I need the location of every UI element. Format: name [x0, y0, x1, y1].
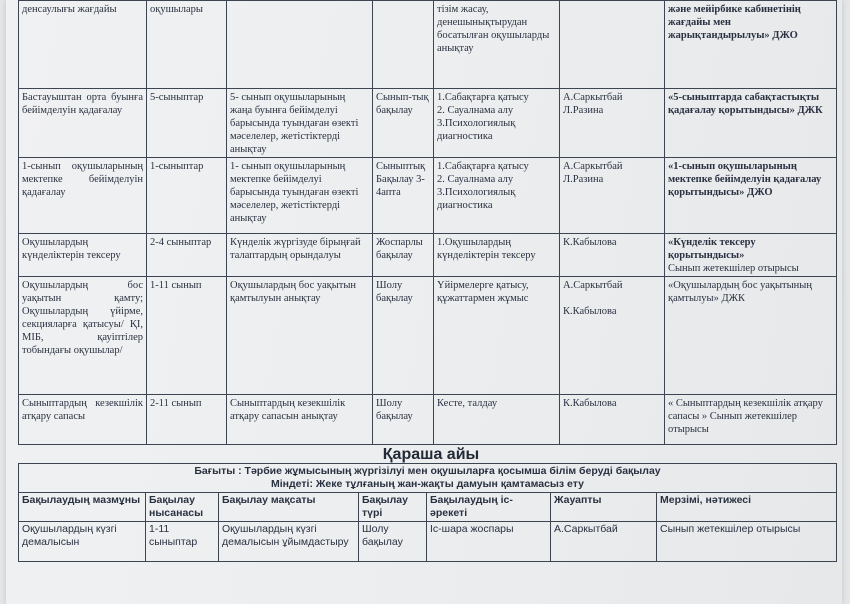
cell-method: Кесте, талдау	[434, 395, 560, 445]
cell-purpose: 5- сынып оқушыларының жаңа буынға бейімделуі барысында туындаған өзекті мәселелер, жетістіктерді анықтау	[227, 89, 373, 158]
cell-type: Жоспарлы бақылау	[373, 234, 434, 277]
cell-target: оқушылары	[147, 1, 227, 89]
cell-purpose: Сыныптардың кезекшілік атқару сапасын анықтау	[227, 395, 373, 445]
cell-type: Шолу бақылау	[373, 277, 434, 395]
header-row	[19, 493, 837, 522]
cell-purpose: Оқушылардың күзгі демалысын ұйымдастыру	[219, 522, 359, 562]
header-cell: Мерзімі, нәтижесі	[657, 493, 837, 522]
cell-responsible: А.Саркытбай К.Кабылова	[560, 277, 665, 395]
cell-method: тізім жасау, денешынықтырудан босатылған оқушыларды анықтау	[434, 1, 560, 89]
cell-topic: Бастауыштан орта буынға бейімделуін қадағалау	[19, 89, 147, 158]
table-row	[19, 522, 837, 562]
cell-topic: Оқушылардың күнделіктерін тексеру	[19, 234, 147, 277]
result-note: Сынып жетекшілер отырысы	[668, 263, 799, 274]
header-cell: Бақылаудың іс-әрекеті	[427, 493, 551, 522]
cell-method: Іс-шара жоспары	[427, 522, 551, 562]
cell-target: 5-сыныптар	[147, 89, 227, 158]
cell-result: Сынып жетекшілер отырысы	[657, 522, 837, 562]
cell-topic: Оқушылардың бос уақытын қамту; Оқушылардың үйірме, секцияларға қатысуы/ ҚІ, МІБ, қауіптілер тобындағы оқушылар/	[19, 277, 147, 395]
header-cell: Бақылау нысанасы	[146, 493, 219, 522]
cell-type: Сынып-тық бақылау	[373, 89, 434, 158]
month-title: Қараша айы	[382, 446, 480, 463]
november-control-table	[18, 463, 837, 562]
cell-result	[665, 234, 837, 277]
table-row	[19, 277, 837, 395]
header-cell: Бақылау мақсаты	[219, 493, 359, 522]
table-row	[19, 158, 837, 234]
table-row	[19, 89, 837, 158]
cell-method: 1.Сабақтарға қатысу 2. Сауалнама алу 3.Психологиялық диагностика	[434, 89, 560, 158]
cell-type: Шолу бақылау	[373, 395, 434, 445]
table-row	[19, 234, 837, 277]
cell-type	[373, 1, 434, 89]
cell-responsible	[560, 1, 665, 89]
header-cell: Бақылау түрі	[359, 493, 427, 522]
cell-type: Сыныптық Бақылау 3-4апта	[373, 158, 434, 234]
direction-banner	[19, 464, 837, 493]
cell-result: «Оқушылардың бос уақытының қамтылуы» ДЖК	[665, 277, 837, 395]
cell-purpose: 1- сынып оқушыларының мектепке бейімделуі барысында туындаған өзекті мәселелер, жетістіктерді анықтау	[227, 158, 373, 234]
cell-result: « Сыныптардың кезекшілік атқару сапасы » Сынып жетекшілер отырысы	[665, 395, 837, 445]
october-control-table	[18, 0, 837, 445]
result-title: «Күнделік тексеру қорытындысы»	[668, 237, 756, 261]
cell-topic: Оқушылардың күзгі демалысын	[19, 522, 146, 562]
direction-line: Бағыты : Тәрбие жұмысының жүргізілуі мен оқушыларға қосымша білім беруді бақылау	[194, 465, 661, 477]
header-cell: Бақылаудың мазмұны	[19, 493, 146, 522]
header-cell: Жауапты	[551, 493, 657, 522]
cell-purpose: Күнделік жүргізуде бірыңғай талаптардың орындалуы	[227, 234, 373, 277]
cell-topic: Сыныптардың кезекшілік атқару сапасы	[19, 395, 147, 445]
cell-method: 1.Оқушылардың күнделіктерін тексеру	[434, 234, 560, 277]
cell-topic: денсаулығы жағдайы	[19, 1, 147, 89]
paper-sheet	[6, 0, 842, 604]
cell-responsible: А.Саркытбай Л.Разина	[560, 158, 665, 234]
cell-responsible: А.Саркытбай Л.Разина	[560, 89, 665, 158]
cell-method: Үйірмелерге қатысу, құжаттармен жұмыс	[434, 277, 560, 395]
table-row	[19, 1, 837, 89]
cell-purpose: Оқушылардың бос уақытын қамтылуын анықтау	[227, 277, 373, 395]
cell-target: 2-11 сынып	[147, 395, 227, 445]
cell-target: 1-11 сыныптар	[146, 522, 219, 562]
cell-target: 1-сыныптар	[147, 158, 227, 234]
cell-type: Шолу бақылау	[359, 522, 427, 562]
cell-result: «1-сынып оқушыларының мектепке бейімделуін қадағалау қорытындысы» ДЖО	[665, 158, 837, 234]
cell-result: және мейірбике кабинетінің жағдайы мен жарықтандырылуы» ДЖО	[665, 1, 837, 89]
cell-topic: 1-сынып оқушыларының мектепке бейімделуін қадағалау	[19, 158, 147, 234]
cell-target: 1-11 сынып	[147, 277, 227, 395]
task-line: Міндеті: Жеке тұлғаның жан-жақты дамуын қамтамасыз ету	[271, 478, 584, 490]
cell-responsible: А.Саркытбай	[551, 522, 657, 562]
cell-purpose	[227, 1, 373, 89]
cell-result: «5-сыныптарда сабақтастықты қадағалау қорытындысы» ДЖК	[665, 89, 837, 158]
cell-method: 1.Сабақтарға қатысу 2. Сауалнама алу 3.Психологиялық диагностика	[434, 158, 560, 234]
cell-target: 2-4 сыныптар	[147, 234, 227, 277]
cell-responsible: К.Кабылова	[560, 395, 665, 445]
table-row	[19, 395, 837, 445]
cell-responsible: К.Кабылова	[560, 234, 665, 277]
